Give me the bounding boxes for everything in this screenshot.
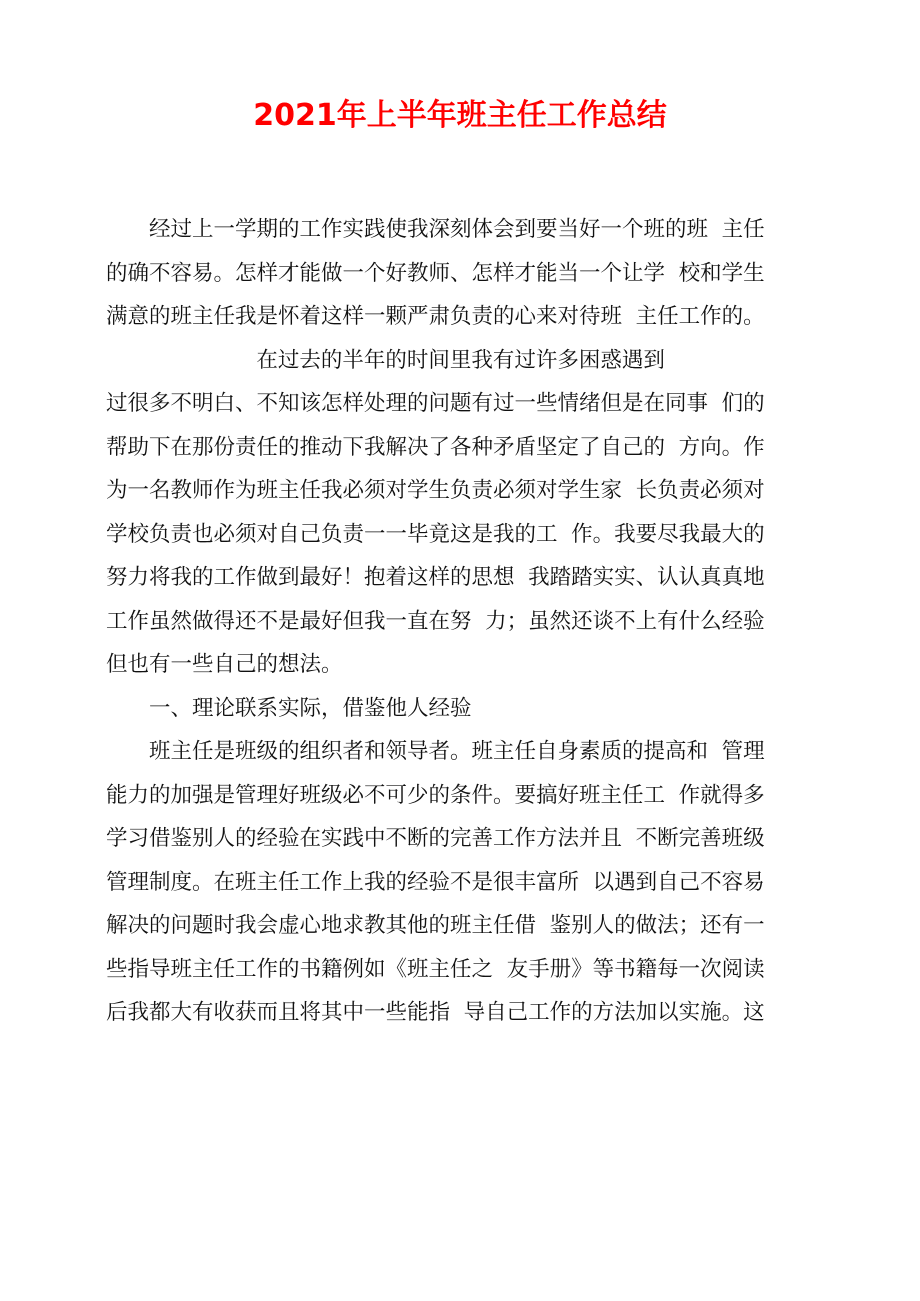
body-line: 努力将我的工作做到最好！抱着这样的思想 我踏踏实实、认认真真地 — [106, 565, 765, 590]
body-line: 解决的问题时我会虚心地求教其他的班主任借 鉴别人的做法；还有一 — [106, 913, 765, 938]
body-line: 工作虽然做得还不是最好但我一直在努 力；虽然还谈不上有什么经验 — [106, 608, 765, 634]
body-line: 为一名教师作为班主任我必须对学生负责必须对学生家 长负责必须对 — [106, 478, 765, 503]
body-line: 在过去的半年的时间里我有过许多困惑遇到 — [106, 347, 665, 373]
body-line: 的确不容易。怎样才能做一个好教师、怎样才能当一个让学 校和学生 — [106, 260, 765, 286]
body-line: 管理制度。在班主任工作上我的经验不是很丰富所 以遇到自己不容易 — [106, 869, 765, 895]
body-line: 能力的加强是管理好班级必不可少的条件。要搞好班主任工 作就得多 — [106, 782, 765, 808]
body-line: 经过上一学期的工作实践使我深刻体会到要当好一个班的班 主任 — [106, 217, 765, 242]
document-title: 2021年上半年班主任工作总结 — [253, 98, 667, 133]
section-heading: 一、理论联系实际，借鉴他人经验 — [106, 695, 472, 721]
body-line: 学习借鉴别人的经验在实践中不断的完善工作方法并且 不断完善班级 — [106, 826, 765, 851]
document-body — [106, 208, 826, 1035]
body-line: 满意的班主任我是怀着这样一颗严肃负责的心来对待班 主任工作的。 — [106, 304, 765, 329]
body-line: 后我都大有收获而且将其中一些能指 导自己工作的方法加以实施。这 — [106, 1000, 765, 1025]
body-line: 学校负责也必须对自己负责一一毕竟这是我的工 作。我要尽我最大的 — [106, 521, 765, 547]
body-line: 过很多不明白、不知该怎样处理的问题有过一些情绪但是在同事 们的 — [106, 391, 765, 416]
body-line: 帮助下在那份责任的推动下我解决了各种矛盾坚定了自己的 方向。作 — [106, 434, 765, 460]
body-line: 些指导班主任工作的书籍例如《班主任之 友手册》等书籍每一次阅读 — [106, 956, 765, 982]
body-line: 班主任是班级的组织者和领导者。班主任自身素质的提高和 管理 — [106, 739, 765, 764]
body-line: 但也有一些自己的想法。 — [106, 652, 343, 677]
